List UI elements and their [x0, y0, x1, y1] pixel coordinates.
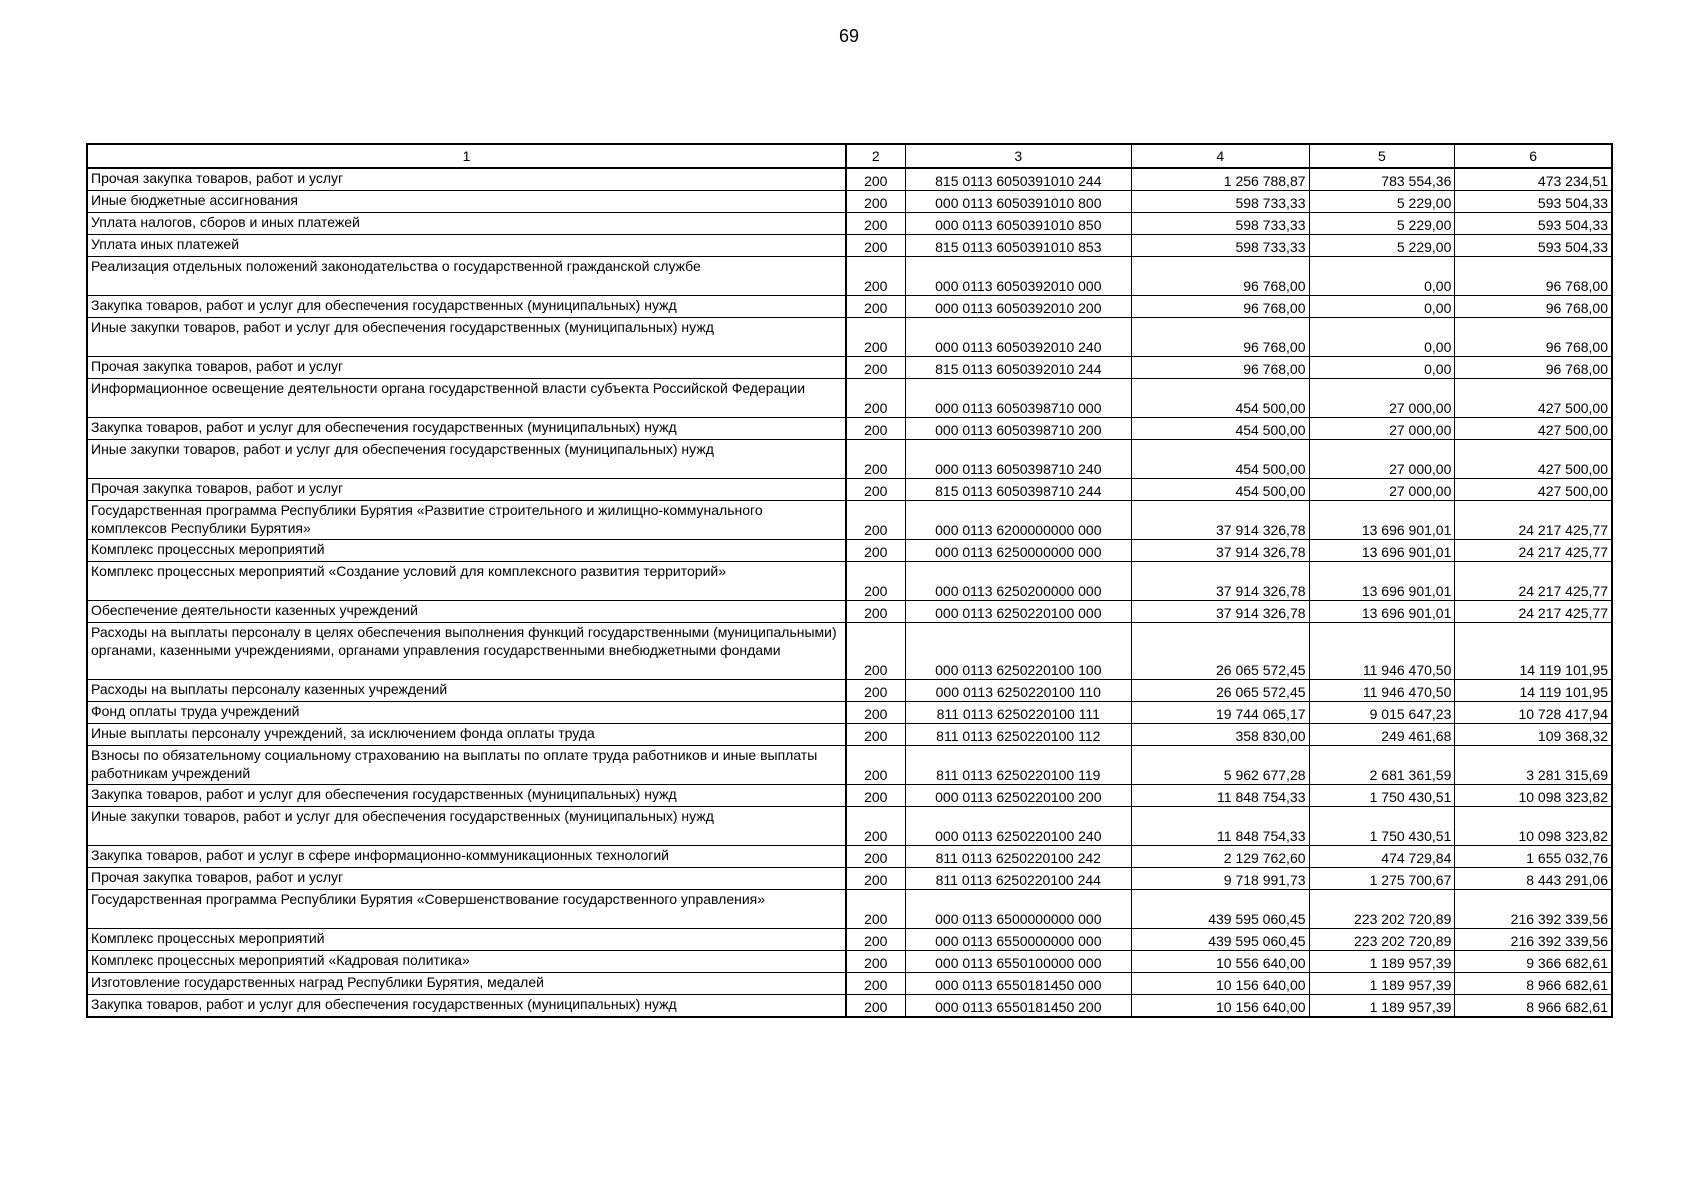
row-section-code: 200 [846, 746, 905, 785]
row-value-col4: 96 768,00 [1132, 318, 1309, 357]
row-section-code: 200 [846, 973, 905, 995]
row-description: Закупка товаров, работ и услуг для обеспечения государственных (муниципальных) нужд [87, 995, 846, 1018]
row-value-col6: 593 504,33 [1455, 213, 1612, 235]
row-section-code: 200 [846, 702, 905, 724]
page-number: 69 [838, 26, 860, 46]
row-budget-code: 000 0113 6050391010 850 [905, 213, 1131, 235]
table-row [87, 746, 1612, 785]
row-value-col6: 427 500,00 [1455, 479, 1612, 501]
row-value-col6: 10 728 417,94 [1455, 702, 1612, 724]
row-description: Комплекс процессных мероприятий [87, 929, 846, 951]
row-budget-code: 000 0113 6200000000 000 [905, 501, 1131, 540]
row-value-col4: 454 500,00 [1132, 379, 1309, 418]
table-row [87, 440, 1612, 479]
row-value-col5: 27 000,00 [1309, 418, 1455, 440]
row-value-col5: 0,00 [1309, 296, 1455, 318]
table-row [87, 890, 1612, 929]
row-value-col4: 96 768,00 [1132, 257, 1309, 296]
table-row [87, 995, 1612, 1018]
table-row [87, 357, 1612, 379]
row-value-col6: 24 217 425,77 [1455, 601, 1612, 623]
row-budget-code: 000 0113 6050398710 200 [905, 418, 1131, 440]
row-value-col5: 0,00 [1309, 318, 1455, 357]
row-section-code: 200 [846, 785, 905, 807]
row-value-col4: 598 733,33 [1132, 191, 1309, 213]
row-section-code: 200 [846, 440, 905, 479]
row-description: Закупка товаров, работ и услуг для обеспечения государственных (муниципальных) нужд [87, 418, 846, 440]
row-section-code: 200 [846, 807, 905, 846]
row-description: Иные закупки товаров, работ и услуг для обеспечения государственных (муниципальных) нужд [87, 807, 846, 846]
row-section-code: 200 [846, 890, 905, 929]
row-description: Прочая закупка товаров, работ и услуг [87, 168, 846, 191]
row-description: Закупка товаров, работ и услуг для обеспечения государственных (муниципальных) нужд [87, 296, 846, 318]
row-value-col6: 427 500,00 [1455, 440, 1612, 479]
table-row [87, 540, 1612, 562]
row-description: Иные выплаты персоналу учреждений, за исключением фонда оплаты труда [87, 724, 846, 746]
row-value-col6: 96 768,00 [1455, 318, 1612, 357]
row-section-code: 200 [846, 168, 905, 191]
row-value-col5: 1 750 430,51 [1309, 785, 1455, 807]
row-value-col5: 2 681 361,59 [1309, 746, 1455, 785]
row-section-code: 200 [846, 191, 905, 213]
table-row [87, 785, 1612, 807]
row-budget-code: 811 0113 6250220100 112 [905, 724, 1131, 746]
row-value-col4: 598 733,33 [1132, 213, 1309, 235]
row-section-code: 200 [846, 623, 905, 680]
row-section-code: 200 [846, 418, 905, 440]
row-value-col6: 216 392 339,56 [1455, 929, 1612, 951]
row-description: Комплекс процессных мероприятий «Кадровая политика» [87, 951, 846, 973]
column-header: 6 [1455, 144, 1612, 168]
row-description: Закупка товаров, работ и услуг в сфере информационно-коммуникационных технологий [87, 846, 846, 868]
row-value-col4: 37 914 326,78 [1132, 562, 1309, 601]
row-section-code: 200 [846, 501, 905, 540]
row-budget-code: 815 0113 6050391010 853 [905, 235, 1131, 257]
table-row [87, 702, 1612, 724]
row-value-col4: 37 914 326,78 [1132, 501, 1309, 540]
row-value-col5: 27 000,00 [1309, 479, 1455, 501]
table-row [87, 479, 1612, 501]
row-budget-code: 000 0113 6250220100 110 [905, 680, 1131, 702]
row-description: Комплекс процессных мероприятий «Создание условий для комплексного развития территорий» [87, 562, 846, 601]
row-value-col4: 26 065 572,45 [1132, 680, 1309, 702]
row-description: Обеспечение деятельности казенных учреждений [87, 601, 846, 623]
row-section-code: 200 [846, 868, 905, 890]
row-budget-code: 000 0113 6500000000 000 [905, 890, 1131, 929]
table-row [87, 868, 1612, 890]
row-value-col5: 783 554,36 [1309, 168, 1455, 191]
row-description: Расходы на выплаты персоналу казенных учреждений [87, 680, 846, 702]
row-value-col4: 454 500,00 [1132, 418, 1309, 440]
row-value-col5: 474 729,84 [1309, 846, 1455, 868]
row-description: Прочая закупка товаров, работ и услуг [87, 479, 846, 501]
row-budget-code: 000 0113 6050391010 800 [905, 191, 1131, 213]
row-value-col4: 439 595 060,45 [1132, 890, 1309, 929]
row-value-col4: 19 744 065,17 [1132, 702, 1309, 724]
row-value-col5: 0,00 [1309, 357, 1455, 379]
row-description: Иные закупки товаров, работ и услуг для обеспечения государственных (муниципальных) нужд [87, 318, 846, 357]
row-budget-code: 811 0113 6250220100 244 [905, 868, 1131, 890]
row-description: Уплата налогов, сборов и иных платежей [87, 213, 846, 235]
row-value-col6: 3 281 315,69 [1455, 746, 1612, 785]
row-section-code: 200 [846, 540, 905, 562]
column-header: 4 [1132, 144, 1309, 168]
row-budget-code: 815 0113 6050392010 244 [905, 357, 1131, 379]
row-budget-code: 000 0113 6250000000 000 [905, 540, 1131, 562]
row-description: Изготовление государственных наград Республики Бурятия, медалей [87, 973, 846, 995]
row-budget-code: 000 0113 6050392010 240 [905, 318, 1131, 357]
row-budget-code: 000 0113 6250220100 200 [905, 785, 1131, 807]
row-value-col5: 1 189 957,39 [1309, 951, 1455, 973]
table-row [87, 235, 1612, 257]
row-value-col5: 27 000,00 [1309, 440, 1455, 479]
table-row [87, 680, 1612, 702]
row-description: Государственная программа Республики Бурятия «Развитие строительного и жилищно-коммунального комплексов Республики Бурятия» [87, 501, 846, 540]
row-value-col6: 427 500,00 [1455, 418, 1612, 440]
row-budget-code: 815 0113 6050398710 244 [905, 479, 1131, 501]
table-row [87, 601, 1612, 623]
row-value-col5: 223 202 720,89 [1309, 890, 1455, 929]
row-section-code: 200 [846, 213, 905, 235]
row-value-col4: 26 065 572,45 [1132, 623, 1309, 680]
row-value-col5: 1 189 957,39 [1309, 995, 1455, 1018]
row-value-col5: 13 696 901,01 [1309, 562, 1455, 601]
row-section-code: 200 [846, 479, 905, 501]
row-value-col4: 10 156 640,00 [1132, 973, 1309, 995]
row-value-col5: 11 946 470,50 [1309, 623, 1455, 680]
row-value-col4: 358 830,00 [1132, 724, 1309, 746]
row-value-col4: 2 129 762,60 [1132, 846, 1309, 868]
row-value-col4: 9 718 991,73 [1132, 868, 1309, 890]
row-value-col5: 5 229,00 [1309, 235, 1455, 257]
table-row [87, 807, 1612, 846]
row-value-col5: 223 202 720,89 [1309, 929, 1455, 951]
row-section-code: 200 [846, 929, 905, 951]
table-row [87, 418, 1612, 440]
table-row [87, 562, 1612, 601]
table-row [87, 846, 1612, 868]
row-value-col6: 14 119 101,95 [1455, 623, 1612, 680]
row-value-col5: 13 696 901,01 [1309, 601, 1455, 623]
row-value-col6: 10 098 323,82 [1455, 807, 1612, 846]
row-value-col4: 454 500,00 [1132, 479, 1309, 501]
row-value-col4: 454 500,00 [1132, 440, 1309, 479]
row-section-code: 200 [846, 680, 905, 702]
row-section-code: 200 [846, 724, 905, 746]
row-section-code: 200 [846, 951, 905, 973]
row-value-col6: 8 966 682,61 [1455, 973, 1612, 995]
row-value-col4: 96 768,00 [1132, 296, 1309, 318]
row-section-code: 200 [846, 235, 905, 257]
row-value-col6: 10 098 323,82 [1455, 785, 1612, 807]
row-value-col5: 9 015 647,23 [1309, 702, 1455, 724]
row-value-col6: 8 966 682,61 [1455, 995, 1612, 1018]
row-value-col6: 14 119 101,95 [1455, 680, 1612, 702]
row-value-col5: 5 229,00 [1309, 191, 1455, 213]
row-description: Иные закупки товаров, работ и услуг для обеспечения государственных (муниципальных) нужд [87, 440, 846, 479]
row-value-col6: 473 234,51 [1455, 168, 1612, 191]
row-value-col6: 96 768,00 [1455, 357, 1612, 379]
row-budget-code: 000 0113 6550181450 200 [905, 995, 1131, 1018]
row-budget-code: 000 0113 6050398710 240 [905, 440, 1131, 479]
row-section-code: 200 [846, 995, 905, 1018]
row-budget-code: 000 0113 6550000000 000 [905, 929, 1131, 951]
row-value-col6: 8 443 291,06 [1455, 868, 1612, 890]
row-value-col4: 96 768,00 [1132, 357, 1309, 379]
row-budget-code: 815 0113 6050391010 244 [905, 168, 1131, 191]
row-value-col6: 24 217 425,77 [1455, 562, 1612, 601]
row-description: Информационное освещение деятельности органа государственной власти субъекта Российской Федерации [87, 379, 846, 418]
column-header: 5 [1309, 144, 1455, 168]
row-value-col5: 5 229,00 [1309, 213, 1455, 235]
row-budget-code: 000 0113 6250220100 000 [905, 601, 1131, 623]
row-value-col4: 10 156 640,00 [1132, 995, 1309, 1018]
row-value-col5: 249 461,68 [1309, 724, 1455, 746]
table-row [87, 191, 1612, 213]
row-budget-code: 000 0113 6050398710 000 [905, 379, 1131, 418]
row-value-col5: 11 946 470,50 [1309, 680, 1455, 702]
row-section-code: 200 [846, 296, 905, 318]
row-budget-code: 000 0113 6250220100 240 [905, 807, 1131, 846]
row-budget-code: 811 0113 6250220100 119 [905, 746, 1131, 785]
row-section-code: 200 [846, 562, 905, 601]
table-row [87, 501, 1612, 540]
row-description: Взносы по обязательному социальному страхованию на выплаты по оплате труда работников и иные выплаты работникам учреждений [87, 746, 846, 785]
row-budget-code: 000 0113 6550181450 000 [905, 973, 1131, 995]
row-description: Реализация отдельных положений законодательства о государственной гражданской службе [87, 257, 846, 296]
budget-table [86, 143, 1613, 1018]
row-value-col6: 593 504,33 [1455, 235, 1612, 257]
row-description: Прочая закупка товаров, работ и услуг [87, 357, 846, 379]
row-value-col6: 593 504,33 [1455, 191, 1612, 213]
row-value-col5: 13 696 901,01 [1309, 501, 1455, 540]
row-section-code: 200 [846, 357, 905, 379]
table-row [87, 379, 1612, 418]
row-value-col5: 1 189 957,39 [1309, 973, 1455, 995]
row-value-col4: 1 256 788,87 [1132, 168, 1309, 191]
row-budget-code: 000 0113 6250220100 100 [905, 623, 1131, 680]
row-value-col5: 13 696 901,01 [1309, 540, 1455, 562]
table-header-row [87, 144, 1612, 168]
row-value-col4: 11 848 754,33 [1132, 807, 1309, 846]
table-row [87, 168, 1612, 191]
column-header: 2 [846, 144, 905, 168]
table-row [87, 724, 1612, 746]
row-section-code: 200 [846, 601, 905, 623]
row-value-col6: 216 392 339,56 [1455, 890, 1612, 929]
column-header: 1 [87, 144, 846, 168]
row-budget-code: 000 0113 6050392010 200 [905, 296, 1131, 318]
table-row [87, 318, 1612, 357]
row-budget-code: 811 0113 6250220100 111 [905, 702, 1131, 724]
row-value-col6: 109 368,32 [1455, 724, 1612, 746]
row-description: Закупка товаров, работ и услуг для обеспечения государственных (муниципальных) нужд [87, 785, 846, 807]
row-value-col5: 1 750 430,51 [1309, 807, 1455, 846]
row-value-col6: 96 768,00 [1455, 257, 1612, 296]
row-value-col5: 0,00 [1309, 257, 1455, 296]
row-section-code: 200 [846, 846, 905, 868]
row-budget-code: 811 0113 6250220100 242 [905, 846, 1131, 868]
row-value-col6: 1 655 032,76 [1455, 846, 1612, 868]
row-value-col6: 96 768,00 [1455, 296, 1612, 318]
row-value-col6: 427 500,00 [1455, 379, 1612, 418]
row-value-col6: 24 217 425,77 [1455, 501, 1612, 540]
table-row [87, 623, 1612, 680]
row-description: Государственная программа Республики Бурятия «Совершенствование государственного управления» [87, 890, 846, 929]
row-value-col6: 24 217 425,77 [1455, 540, 1612, 562]
table-row [87, 929, 1612, 951]
row-value-col6: 9 366 682,61 [1455, 951, 1612, 973]
row-value-col5: 27 000,00 [1309, 379, 1455, 418]
row-value-col4: 11 848 754,33 [1132, 785, 1309, 807]
row-value-col4: 37 914 326,78 [1132, 601, 1309, 623]
table-body [87, 168, 1612, 1017]
row-description: Прочая закупка товаров, работ и услуг [87, 868, 846, 890]
row-value-col4: 5 962 677,28 [1132, 746, 1309, 785]
column-header: 3 [905, 144, 1131, 168]
row-value-col5: 1 275 700,67 [1309, 868, 1455, 890]
row-value-col4: 598 733,33 [1132, 235, 1309, 257]
row-budget-code: 000 0113 6250200000 000 [905, 562, 1131, 601]
table-row [87, 296, 1612, 318]
row-description: Иные бюджетные ассигнования [87, 191, 846, 213]
table-row [87, 951, 1612, 973]
row-value-col4: 10 556 640,00 [1132, 951, 1309, 973]
table-row [87, 213, 1612, 235]
row-budget-code: 000 0113 6550100000 000 [905, 951, 1131, 973]
row-description: Расходы на выплаты персоналу в целях обеспечения выполнения функций государственными (муниципальными) органами, казенными учреждениями, органами управления государственными внебюджетными фондами [87, 623, 846, 680]
row-budget-code: 000 0113 6050392010 000 [905, 257, 1131, 296]
row-description: Комплекс процессных мероприятий [87, 540, 846, 562]
row-description: Уплата иных платежей [87, 235, 846, 257]
table-row [87, 973, 1612, 995]
row-description: Фонд оплаты труда учреждений [87, 702, 846, 724]
row-section-code: 200 [846, 379, 905, 418]
row-section-code: 200 [846, 318, 905, 357]
table-row [87, 257, 1612, 296]
row-value-col4: 37 914 326,78 [1132, 540, 1309, 562]
row-section-code: 200 [846, 257, 905, 296]
row-value-col4: 439 595 060,45 [1132, 929, 1309, 951]
